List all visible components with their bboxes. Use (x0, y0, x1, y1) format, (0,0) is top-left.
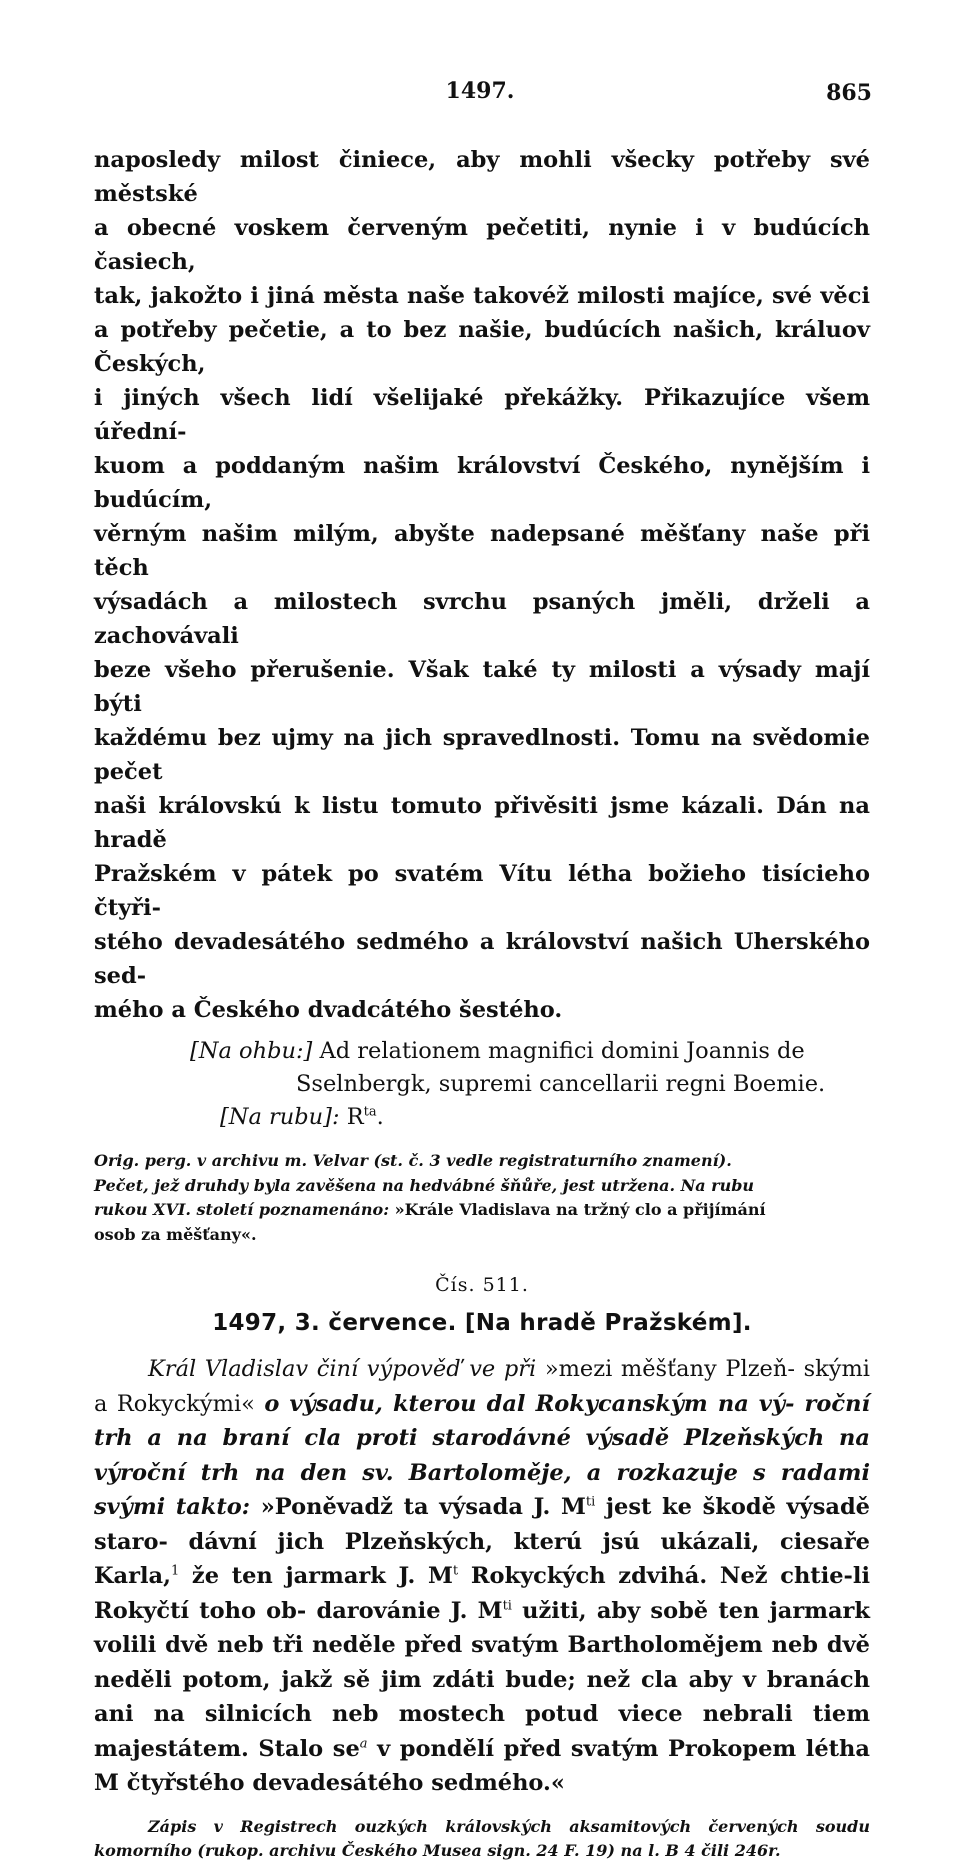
sup-ti-1: ti (585, 1494, 596, 1510)
charter-line: i jiných všech lidí všelijaké překážky. Přikazujíce všem úřední- (94, 385, 870, 445)
charter-line: beze všeho přerušenie. Však také ty milosti a výsady mají býti (94, 657, 870, 717)
source-note: Zápis v Registrech ouzkých královských aksamitových červených soudu komorního (rukop. archivu Českého Musea sign. 24 F. 19) na l. B 4 čili 246r. (94, 1816, 870, 1860)
charter-line: Pražském v pátek po svatém Vítu létha božieho tisícieho čtyři- (94, 861, 870, 921)
charter-line: tak, jakožto i jiná města naše takovéž milosti majíce, své věci (94, 283, 870, 309)
archival-note (94, 1149, 870, 1247)
page-number: 865 (826, 80, 872, 106)
charter-text (94, 143, 870, 1027)
archival-note-line-3-italic: rukou XVI. století poznamenáno: (94, 1200, 390, 1219)
verso-text: R (346, 1104, 364, 1130)
archival-note-line-4: osob za měšťany«. (94, 1224, 257, 1244)
document-number: Čís. 511. (435, 1274, 529, 1296)
body-2: jest ke škodě výsadě staro- dávní jich Plzeňských, kterú jsú ukázali, ciesaře Karla, (94, 1494, 871, 1589)
sup-t: t (452, 1563, 459, 1579)
charter-line: každému bez ujmy na jich spravedlnosti. Tomu na svědomie pečet (94, 725, 870, 785)
page-body (94, 143, 870, 1864)
body-4: Rokyckých zdvihá. Než chtie-li Rokyčtí toho ob- darovánie J. M (94, 1563, 870, 1624)
running-head-year: 1497. (445, 78, 515, 104)
verso-note (220, 1101, 870, 1134)
regest-italic-2: o výsadu, kterou dal Rokycanským na vý- roční trh a na braní cla proti starodávné výsadě Plzeňských na výroční trh na den sv. Bartoloměje, a rozkazuje s radami svými takto: (94, 1390, 871, 1520)
body-1: »Poněvadž ta výsada J. M (250, 1494, 586, 1520)
charter-line: věrným našim milým, abyšte nadepsané měšťany naše při těch (94, 521, 870, 581)
archival-note-line-1: Orig. perg. v archivu m. Velvar (st. č. 3 vedle registraturního znamení). (94, 1151, 732, 1170)
charter-line: naši královskú k listu tomuto přivěsiti jsme kázali. Dán na hradě (94, 793, 870, 853)
fold-label: [Na ohbu:] (190, 1038, 313, 1064)
document-heading: 1497, 3. července. [Na hradě Pražském]. (212, 1310, 752, 1336)
charter-line: výsadách a milostech svrchu psaných jměli, drželi a zachovávali (94, 589, 870, 649)
charter-line: stého devadesátého sedmého a království našich Uherského sed- (94, 929, 870, 989)
charter-line: naposledy milost činiece, aby mohli všecky potřeby své městské (94, 147, 870, 207)
sup-ti-2: ti (502, 1598, 512, 1613)
variant-note-a: a (359, 1736, 368, 1751)
charter-line: kuom a poddaným našim království Českého, nynějším i budúcím, (94, 453, 870, 513)
fold-text-1: Ad relationem magnifici domini Joannis de (319, 1038, 805, 1064)
body-3: že ten jarmark J. M (179, 1563, 453, 1589)
fold-note (190, 1035, 870, 1068)
regest (94, 1352, 870, 1801)
charter-line: a potřeby pečetie, a to bez našie, budúcích našich, králuov Českých, (94, 317, 870, 377)
fold-text-2: Sselnbergk, supremi cancellarii regni Boemie. (296, 1071, 826, 1097)
archival-note-line-3-rest: »Krále Vladislava na tržný clo a přijímání (389, 1200, 766, 1219)
verso-label: [Na rubu]: (220, 1104, 340, 1130)
charter-line: mého a Českého dvadcátého šestého. (94, 997, 563, 1023)
archival-note-line-2: Pečet, jež druhdy byla zavěšena na hedvábné šňůře, jest utržena. Na rubu (94, 1175, 755, 1195)
charter-line: a obecné voskem červeným pečetiti, nynie i v budúcích časiech, (94, 215, 870, 275)
footnote-ref-1: 1 (170, 1563, 180, 1579)
regest-italic-1: Král Vladislav činí výpověď ve při (148, 1356, 537, 1382)
body-6: v pondělí před svatým Prokopem létha M čtyřstého devadesátého sedmého.« (94, 1735, 870, 1796)
archival-note-line-3 (94, 1198, 870, 1223)
body-5: užiti, aby sobě ten jarmark volili dvě neb tři neděle před svatým Bartholomějem neb dvě neděli potom, jakž sě jim zdáti bude; než cla aby v branách ani na silnicích neb mostech potud viece nebrali tiem majestátem. Stalo se (94, 1597, 870, 1762)
verso-sup: ta (363, 1104, 377, 1120)
verso-end: . (376, 1104, 384, 1130)
regest-quote: »mezi měšťany Plzeň- skými a Rokyckými« (94, 1356, 870, 1417)
